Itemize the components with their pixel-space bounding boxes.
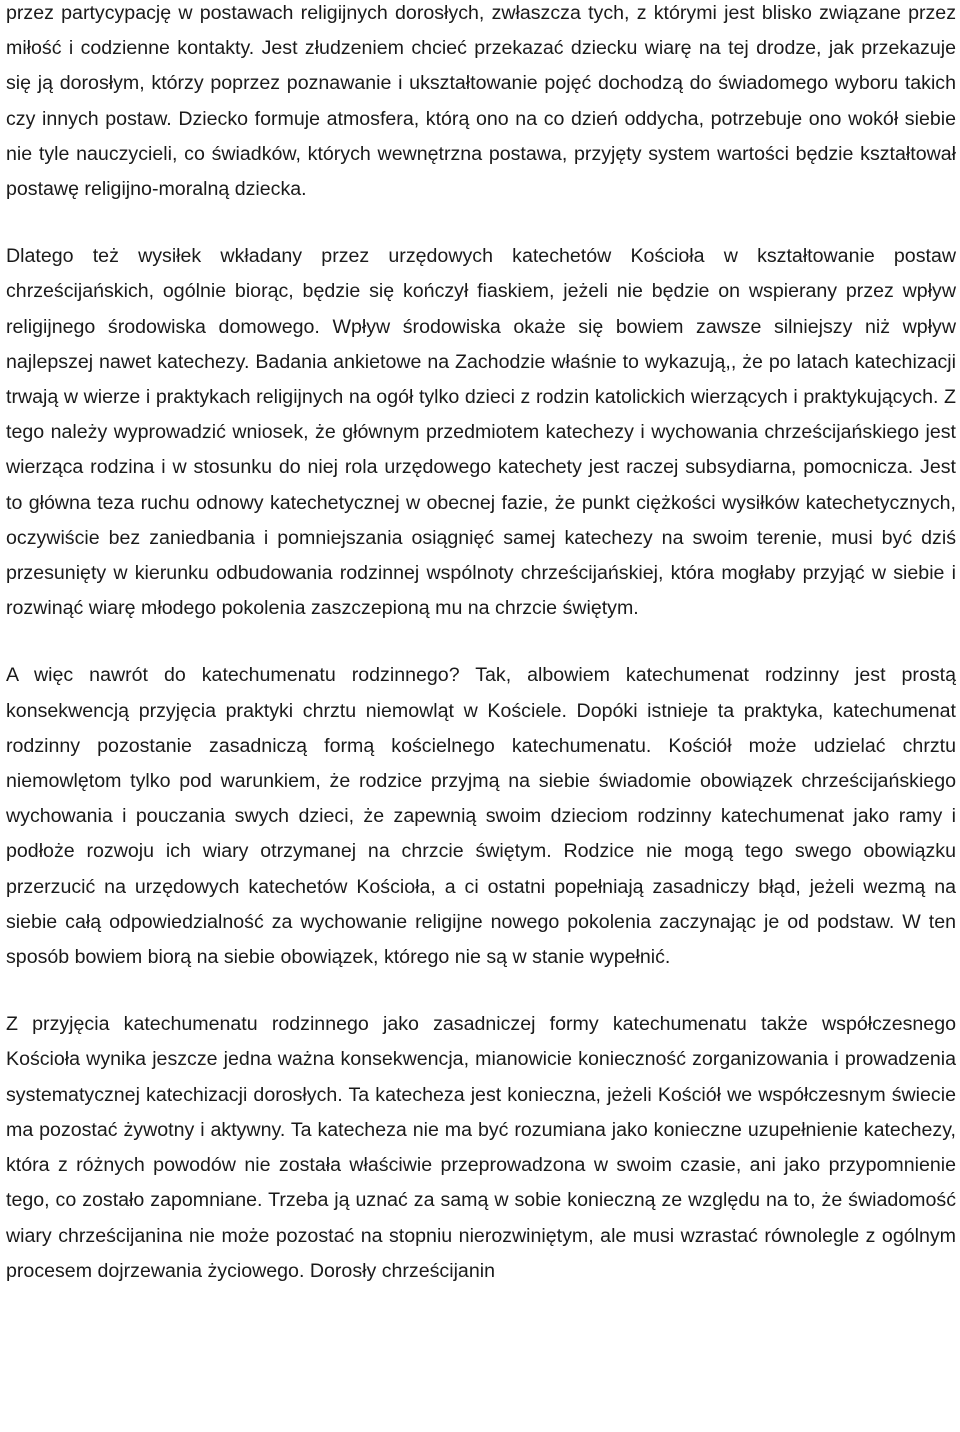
document-page (6, 0, 956, 1289)
paragraph-2: Dlatego też wysiłek wkładany przez urzędowych katechetów Kościoła w kształtowanie postaw chrześcijańskich, ogólnie biorąc, będzie się kończył fiaskiem, jeżeli nie będzie on wspierany przez wpływ religijnego środowiska domowego. Wpływ środowiska okaże się bowiem zawsze silniejszy niż wpływ najlepszej nawet katechezy. Badania ankietowe na Zachodzie właśnie to wykazują,, że po latach katechizacji trwają w wierze i praktykach religijnych na ogół tylko dzieci z rodzin katolickich wierzących i praktykujących. Z tego należy wyprowadzić wniosek, że głównym przedmiotem katechezy i wychowania chrześcijańskiego jest wierząca rodzina i w stosunku do niej rola urzędowego katechety jest raczej subsydiarna, pomocnicza. Jest to główna teza ruchu odnowy katechetycznej w obecnej fazie, że punkt ciężkości wysiłków katechetycznych, oczywiście bez zaniedbania i pomniejszania osiągnięć samej katechezy na swoim terenie, musi być dziś przesunięty w kierunku odbudowania rodzinnej wspólnoty chrześcijańskiej, która mogłaby przyjąć w siebie i rozwinąć wiarę młodego pokolenia zaszczepioną mu na chrzcie świętym. (6, 245, 956, 620)
paragraph-4: Z przyjęcia katechumenatu rodzinnego jako zasadniczej formy katechumenatu także współczesnego Kościoła wynika jeszcze jedna ważna konsekwencja, mianowicie konieczność zorganizowania i prowadzenia systematycznej katechizacji dorosłych. Ta katecheza jest konieczna, jeżeli Kościół we współczesnym świecie ma pozostać żywotny i aktywny. Ta katecheza nie ma być rozumiana jako konieczne uzupełnienie katechezy, która z różnych powodów nie została właściwie przeprowadzona w swoim czasie, ani jako przypomnienie tego, co zostało zapomniane. Trzeba ją uznać za samą w sobie konieczną ze względu na to, że świadomość wiary chrześcijanina nie może pozostać na stopniu nierozwiniętym, ale musi wzrastać równolegle z ogólnym procesem dojrzewania życiowego. Dorosły chrześcijanin (6, 1013, 956, 1282)
paragraph-3: A więc nawrót do katechumenatu rodzinnego? Tak, albowiem katechumenat rodzinny jest prostą konsekwencją przyjęcia praktyki chrztu niemowląt w Kościele. Dopóki istnieje ta praktyka, katechumenat rodzinny pozostanie zasadniczą formą kościelnego katechumenatu. Kościół może udzielać chrztu niemowlętom tylko pod warunkiem, że rodzice przyjmą na siebie świadomie obowiązek chrześcijańskiego wychowania i pouczania swych dzieci, że zapewnią swoim dzieciom rodzinny katechumenat jako ramy i podłoże rozwoju ich wiary otrzymanej na chrzcie świętym. Rodzice nie mogą tego swego obowiązku przerzucić na urzędowych katechetów Kościoła, a ci ostatni popełniają zasadniczy błąd, jeżeli wezmą na siebie całą odpowiedzialność za wychowanie religijne nowego pokolenia zaczynając je od podstaw. W ten sposób bowiem biorą na siebie obowiązek, którego nie są w stanie wypełnić. (6, 664, 956, 969)
paragraph-1: przez partycypację w postawach religijnych dorosłych, zwłaszcza tych, z którymi jest blisko związane przez miłość i codzienne kontakty. Jest złudzeniem chcieć przekazać dziecku wiarę na tej drodze, jak przekazuje się ją dorosłym, którzy poprzez poznawanie i ukształtowanie pojęć dochodzą do świadomego wyboru takich czy innych postaw. Dziecko formuje atmosfera, którą ono na co dzień oddycha, potrzebuje ono wokół siebie nie tyle nauczycieli, co świadków, których wewnętrzna postawa, przyjęty system wartości będzie kształtował postawę religijno-moralną dziecka. (6, 2, 956, 201)
